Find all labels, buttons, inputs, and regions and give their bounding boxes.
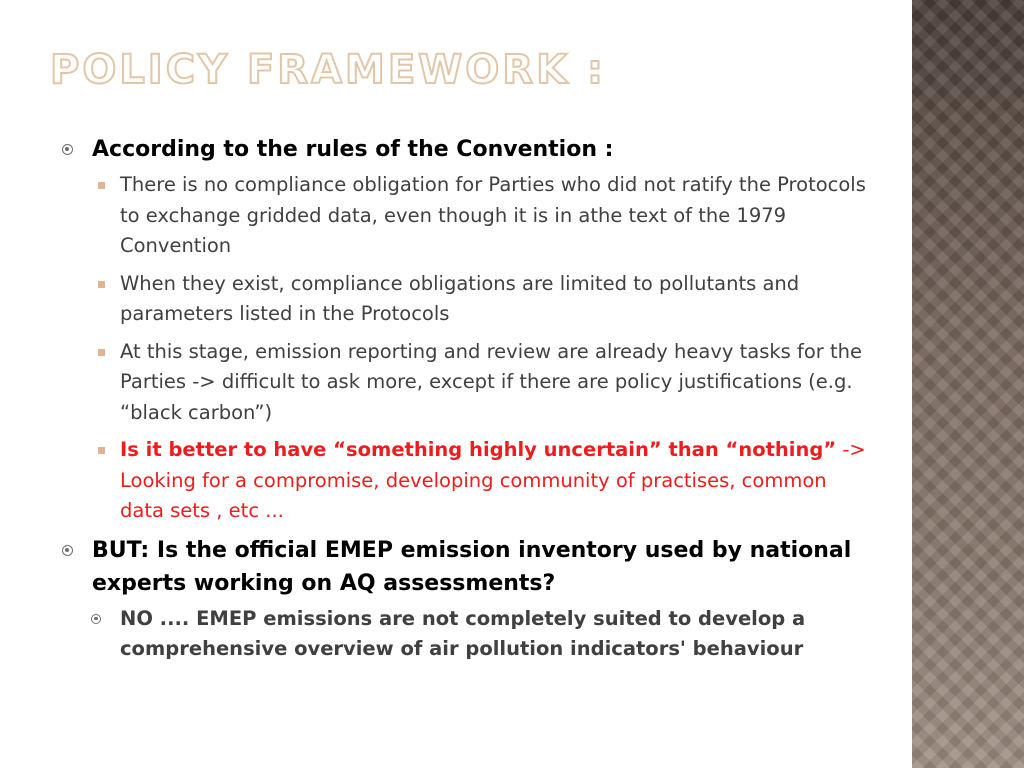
- sub-bullet-text: There is no compliance obligation for Parties who did not ratify the Protocols to exchange gridded data, even though it is in athe text of the 1979 Convention: [120, 173, 866, 257]
- radio-bullet-icon: [62, 144, 73, 155]
- sub-bullet-no-answer: [56, 604, 876, 665]
- sub-bullet-text: NO .... EMEP emissions are not completely suited to develop a comprehensive overview of air pollution indicators' behaviour: [120, 606, 806, 660]
- bullet-convention-rules: [56, 133, 876, 166]
- radio-bullet-icon: [62, 545, 73, 556]
- sub-bullet-emphasis: Is it better to have “something highly uncertain” than “nothing”: [120, 438, 837, 461]
- radio-bullet-icon: [91, 614, 101, 624]
- square-bullet-icon: [98, 281, 105, 288]
- slide-title: POLICY FRAMEWORK :: [50, 47, 606, 93]
- square-bullet-icon: [98, 349, 105, 356]
- bullet-emep-question: [56, 534, 876, 600]
- sub-bullet-uncertain-question: [56, 435, 876, 527]
- square-bullet-icon: [98, 182, 105, 189]
- sub-bullet-text: When they exist, compliance obligations are limited to pollutants and parameters listed in the Protocols: [120, 271, 800, 325]
- decorative-sidebar: [912, 0, 1024, 768]
- sub-bullet-text: -> Looking for a compromise, developing community of practises, common data sets , etc ...: [120, 438, 866, 522]
- sub-bullet-no-obligation: [56, 170, 876, 262]
- bullet-text: According to the rules of the Convention :: [92, 137, 614, 162]
- sub-bullet-heavy-tasks: [56, 337, 876, 429]
- bullet-text: BUT: Is the official EMEP emission inventory used by national experts working on AQ assessments?: [92, 537, 852, 596]
- sub-bullet-limited-obligations: [56, 269, 876, 330]
- square-bullet-icon: [98, 447, 105, 454]
- sub-bullet-text: At this stage, emission reporting and review are already heavy tasks for the Parties -> difficult to ask more, except if there are policy justifications (e.g. “black carbon”): [120, 339, 863, 424]
- sub-bullet-list: [56, 170, 876, 527]
- slide-body: [56, 133, 876, 665]
